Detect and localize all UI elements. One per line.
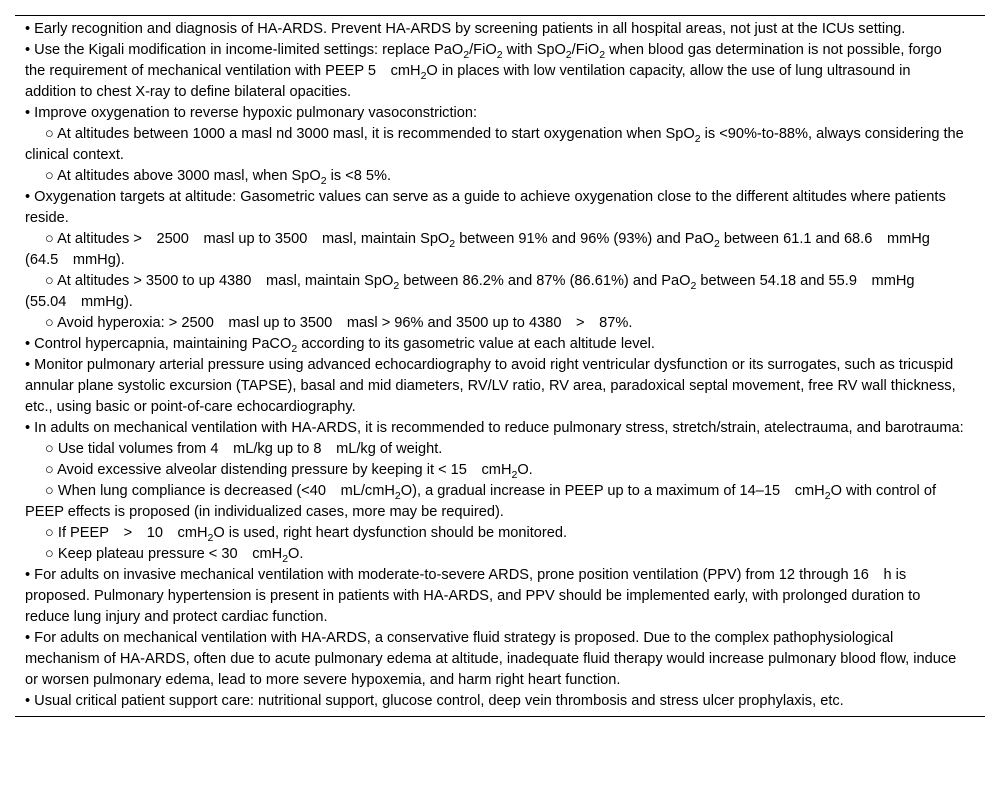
sub-list-item xyxy=(15,439,985,460)
item-text: O. xyxy=(517,462,533,478)
item-text: O in places with low ventilation capacity, allow the use of lung ultrasound in addition to chest X-ray to define bilateral opacities. xyxy=(25,63,911,100)
item-text: is <90%-to-88%, always considering the clinical context. xyxy=(25,126,964,163)
item-text: For adults on invasive mechanical ventilation with moderate-to-severe ARDS, prone position ventilation (PPV) from 12 through 16 h is proposed. Pulmonary hypertension is present in patients with HA-ARDS, and PPV should be implemented early, with prolonged duration to reduce lung injury and protect cardiac function. xyxy=(25,567,921,625)
bullet-icon: • xyxy=(25,105,31,121)
item-text: At altitudes > 2500 masl up to 3500 masl, maintain SpO xyxy=(57,231,450,247)
item-text: Avoid excessive alveolar distending pressure by keeping it < 15 cmH xyxy=(57,462,512,478)
item-text: Early recognition and diagnosis of HA-ARDS. Prevent HA-ARDS by screening patients in all hospital areas, not just at the ICUs setting. xyxy=(34,21,906,37)
subscript: 2 xyxy=(449,237,456,250)
sub-list-item xyxy=(15,460,985,481)
item-text: If PEEP > 10 cmH xyxy=(57,525,208,541)
bullet-icon: • xyxy=(25,630,31,646)
circle-bullet-icon: ○ xyxy=(45,483,54,499)
item-text: At altitudes between 1000 a masl nd 3000 masl, it is recommended to start oxygenation when SpO xyxy=(57,126,695,142)
subscript: 2 xyxy=(207,531,214,544)
subscript: 2 xyxy=(496,48,503,61)
item-text: is <8 5%. xyxy=(326,168,392,184)
list-item xyxy=(15,628,985,691)
subscript: 2 xyxy=(713,237,720,250)
bullet-icon: • xyxy=(25,693,31,709)
subscript: 2 xyxy=(694,132,701,145)
subscript: 2 xyxy=(320,174,327,187)
subscript: 2 xyxy=(394,489,401,502)
list-item xyxy=(15,40,985,103)
circle-bullet-icon: ○ xyxy=(45,273,54,289)
item-text: when blood gas determination is not possible, forgo the requirement of mechanical ventilation with PEEP 5 cmH xyxy=(25,42,942,79)
item-text: Control hypercapnia, maintaining PaCO xyxy=(34,336,292,352)
list-item xyxy=(15,691,985,712)
item-text: Oxygenation targets at altitude: Gasometric values can serve as a guide to achieve oxygenation close to the different altitudes where patients reside. xyxy=(25,189,946,226)
bullet-icon: • xyxy=(25,21,31,37)
sub-list-item xyxy=(15,481,985,523)
item-text: In adults on mechanical ventilation with HA-ARDS, it is recommended to reduce pulmonary stress, stretch/strain, atelectrauma, and barotrauma: xyxy=(34,420,964,436)
bullet-icon: • xyxy=(25,336,31,352)
item-text: Use tidal volumes from 4 mL/kg up to 8 mL/kg of weight. xyxy=(57,441,443,457)
item-text: Keep plateau pressure < 30 cmH xyxy=(57,546,283,562)
item-text: /FiO xyxy=(571,42,600,58)
item-text: O. xyxy=(288,546,304,562)
item-text: O is used, right heart dysfunction should be monitored. xyxy=(213,525,568,541)
sub-list-item xyxy=(15,271,985,313)
item-text: Use the Kigali modification in income-limited settings: replace PaO xyxy=(34,42,464,58)
list-item xyxy=(15,19,985,40)
bullet-icon: • xyxy=(25,420,31,436)
item-text: /FiO xyxy=(469,42,497,58)
sub-list-item xyxy=(15,124,985,166)
circle-bullet-icon: ○ xyxy=(45,231,54,247)
bullet-icon: • xyxy=(25,189,31,205)
item-text: between 54.18 and 55.9 mmHg (55.04 mmHg). xyxy=(25,273,915,310)
subscript: 2 xyxy=(282,552,289,565)
circle-bullet-icon: ○ xyxy=(45,462,54,478)
sub-list-item xyxy=(15,313,985,334)
circle-bullet-icon: ○ xyxy=(45,525,54,541)
sub-list-item xyxy=(15,544,985,565)
item-text: between 61.1 and 68.6 mmHg (64.5 mmHg). xyxy=(25,231,930,268)
subscript: 2 xyxy=(690,279,697,292)
sub-list-item xyxy=(15,229,985,271)
item-text: Improve oxygenation to reverse hypoxic pulmonary vasoconstriction: xyxy=(34,105,478,121)
circle-bullet-icon: ○ xyxy=(45,168,54,184)
list-item xyxy=(15,187,985,229)
list-item xyxy=(15,355,985,418)
subscript: 2 xyxy=(565,48,572,61)
item-text: with SpO xyxy=(502,42,566,58)
item-text: O with control of PEEP effects is proposed (in individualized cases, more may be required). xyxy=(25,483,937,520)
subscript: 2 xyxy=(511,468,518,481)
list-item xyxy=(15,103,985,124)
subscript: 2 xyxy=(463,48,470,61)
item-text: For adults on mechanical ventilation with HA-ARDS, a conservative fluid strategy is proposed. Due to the complex pathophysiological mechanism of HA-ARDS, often due to acute pulmonary edema at altitude, inadequate fluid therapy would increase pulmonary blood flow, induce or worsen pulmonary edema, lead to more severe hypoxemia, and harm right heart function. xyxy=(25,630,957,688)
item-text: At altitudes above 3000 masl, when SpO xyxy=(57,168,321,184)
list-item xyxy=(15,418,985,439)
sub-list-item xyxy=(15,523,985,544)
subscript: 2 xyxy=(824,489,831,502)
list-item xyxy=(15,565,985,628)
item-text: Monitor pulmonary arterial pressure using advanced echocardiography to avoid right ventricular dysfunction or its surrogates, such as tricuspid annular plane systolic excursion (TAPSE), basal and mid diameters, RV/LV ratio, RV area, paradoxical septal movement, free RV wall thickness, etc., using basic or point-of-care echocardiography. xyxy=(25,357,956,415)
item-text: Usual critical patient support care: nutritional support, glucose control, deep vein thrombosis and stress ulcer prophylaxis, etc. xyxy=(34,693,844,709)
list-item xyxy=(15,334,985,355)
subscript: 2 xyxy=(420,69,427,82)
circle-bullet-icon: ○ xyxy=(45,441,54,457)
circle-bullet-icon: ○ xyxy=(45,315,54,331)
item-text: At altitudes > 3500 to up 4380 masl, maintain SpO xyxy=(57,273,394,289)
bullet-icon: • xyxy=(25,567,31,583)
subscript: 2 xyxy=(291,342,298,355)
item-text: between 91% and 96% (93%) and PaO xyxy=(455,231,714,247)
circle-bullet-icon: ○ xyxy=(45,546,54,562)
item-text: When lung compliance is decreased (<40 mL/cmH xyxy=(57,483,395,499)
sub-list-item xyxy=(15,166,985,187)
recommendations-box xyxy=(15,15,985,717)
subscript: 2 xyxy=(393,279,400,292)
item-text: according to its gasometric value at each altitude level. xyxy=(297,336,655,352)
subscript: 2 xyxy=(599,48,606,61)
item-text: O), a gradual increase in PEEP up to a maximum of 14–15 cmH xyxy=(400,483,825,499)
bullet-icon: • xyxy=(25,42,31,58)
item-text: Avoid hyperoxia: > 2500 masl up to 3500 masl > 96% and 3500 up to 4380 > 87%. xyxy=(57,315,633,331)
bullet-icon: • xyxy=(25,357,31,373)
item-text: between 86.2% and 87% (86.61%) and PaO xyxy=(399,273,691,289)
circle-bullet-icon: ○ xyxy=(45,126,54,142)
